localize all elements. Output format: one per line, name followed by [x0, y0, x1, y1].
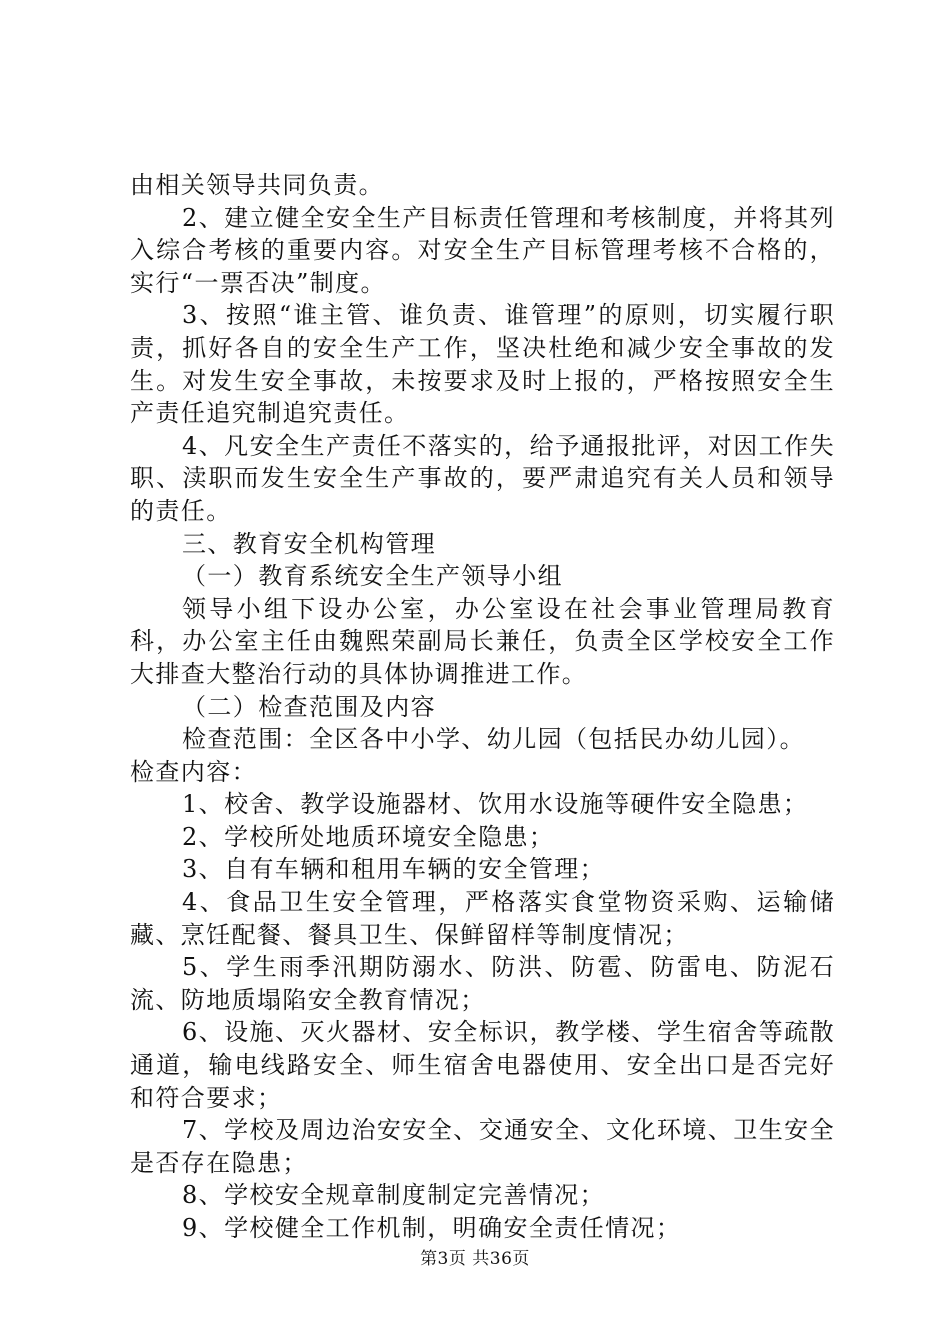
- paragraph: 7、学校及周边治安安全、交通安全、文化环境、卫生安全是否存在隐患；: [130, 1116, 835, 1177]
- paragraph: 由相关领导共同负责。: [130, 171, 384, 199]
- paragraph: 2、学校所处地质环境安全隐患；: [182, 822, 555, 851]
- paragraph: （二）检查范围及内容: [182, 692, 436, 721]
- paragraph: 6、设施、灭火器材、安全标识，教学楼、学生宿舍等疏散通道，输电线路安全、师生宿舍电器使用、安全出口是否完好和符合要求；: [130, 1018, 835, 1112]
- paragraph: （一）教育系统安全生产领导小组: [182, 562, 563, 591]
- paragraph: 9、学校健全工作机制，明确安全责任情况；: [182, 1214, 682, 1242]
- paragraph: 3、按照“谁主管、谁负责、谁管理”的原则，切实履行职责，抓好各自的安全生产工作，坚决杜绝和减少安全事故的发生。对发生安全事故，未按要求及时上报的，严格按照安全生产责任追究制追究责任。: [130, 301, 835, 428]
- paragraph: 检查内容：: [130, 757, 257, 786]
- paragraph: 三、教育安全机构管理: [182, 529, 436, 558]
- paragraph: 5、学生雨季汛期防溺水、防洪、防雹、防雷电、防泥石流、防地质塌陷安全教育情况；: [130, 953, 835, 1014]
- paragraph: 4、食品卫生安全管理，严格落实食堂物资采购、运输储藏、烹饪配餐、餐具卫生、保鲜留样等制度情况；: [130, 888, 835, 949]
- paragraph: 4、凡安全生产责任不落实的，给予通报批评，对因工作失职、渎职而发生安全生产事故的，要严肃追究有关人员和领导的责任。: [130, 431, 835, 525]
- paragraph: 3、自有车辆和租用车辆的安全管理；: [182, 855, 606, 884]
- paragraph: 2、建立健全安全生产目标责任管理和考核制度，并将其列入综合考核的重要内容。对安全生产目标管理考核不合格的，实行“一票否决”制度。: [130, 203, 835, 297]
- paragraph: 检查范围：全区各中小学、幼儿园（包括民办幼儿园）。: [182, 725, 805, 754]
- paragraph: 领导小组下设办公室，办公室设在社会事业管理局教育科，办公室主任由魏熙荣副局长兼任，负责全区学校安全工作大排查大整治行动的具体协调推进工作。: [130, 594, 835, 688]
- paragraph: 8、学校安全规章制度制定完善情况；: [182, 1181, 606, 1210]
- document-body: [130, 169, 835, 1245]
- paragraph: 1、校舍、教学设施器材、饮用水设施等硬件安全隐患；: [182, 790, 809, 819]
- page-number-footer: 第3页 共36页: [420, 1249, 530, 1269]
